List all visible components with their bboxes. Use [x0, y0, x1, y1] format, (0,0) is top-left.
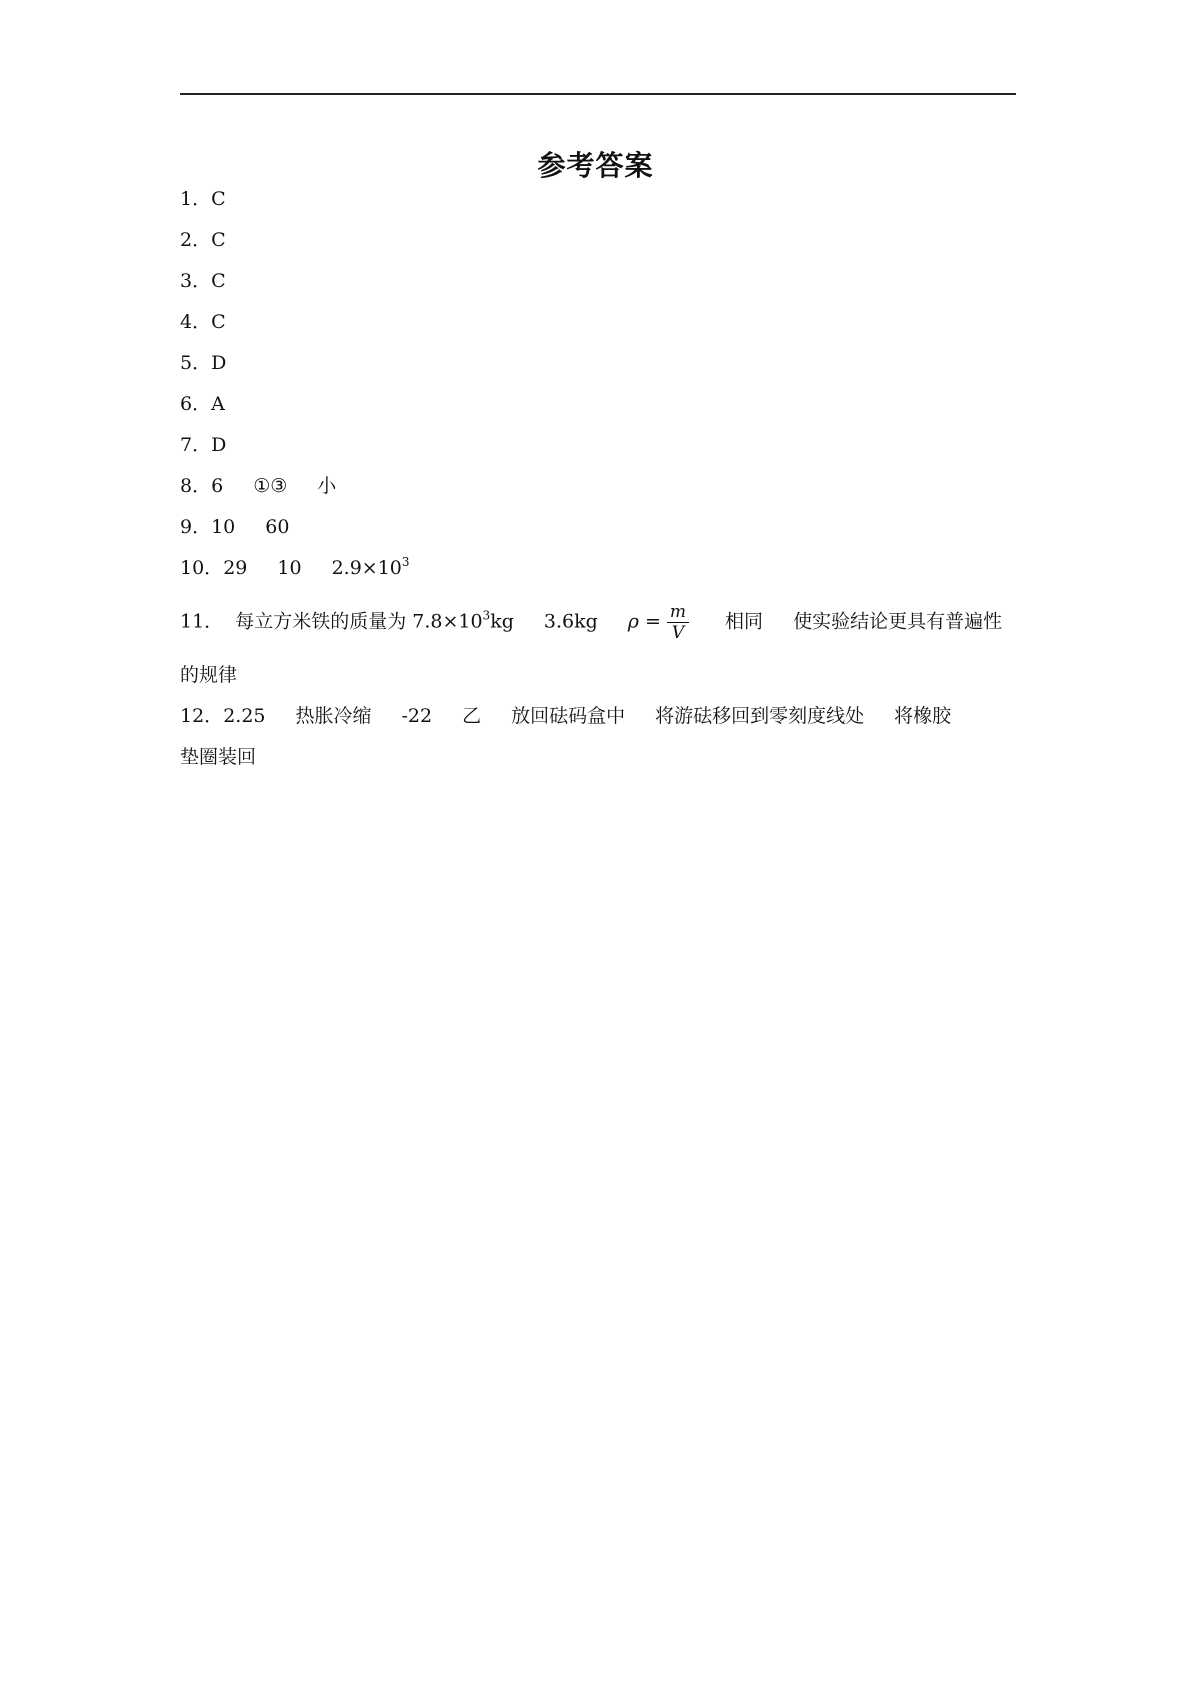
answer-8: 8．6 ①③ 小: [180, 475, 337, 497]
answer-6: 6．A: [180, 393, 225, 415]
density-formula-lhs: ρ =: [627, 610, 661, 633]
page-title: 参考答案: [537, 149, 654, 182]
answer-3: 3．C: [180, 270, 226, 292]
answer-11: 11． 每立方米铁的质量为 $7.8\times 10^3kg$ 3.6kg ρ = $\frac{m}{V}$ 相同 使实验结论更具有普遍性: [180, 602, 1003, 643]
answer-10: 10．29 10 $2.9\times 10^3$: [180, 555, 410, 579]
answer-2: 2．C: [180, 229, 226, 251]
header-rule: [180, 93, 1016, 95]
answer-11-continued: 的规律: [180, 664, 238, 686]
answer-9: 9．10 60: [180, 516, 290, 538]
answer-12-continued: 垫圈装回: [180, 746, 257, 768]
density-fraction: $\frac{m}{V}$: [667, 602, 689, 643]
answer-12: 12．2.25 热胀冷缩 -22 乙 放回砝码盒中 将游砝移回到零刻度线处 将橡胶: [180, 705, 952, 727]
answer-1: 1．C: [180, 188, 226, 210]
answer-4: 4．C: [180, 311, 226, 333]
answer-5: 5．D: [180, 352, 227, 374]
answer-7: 7．D: [180, 434, 227, 456]
